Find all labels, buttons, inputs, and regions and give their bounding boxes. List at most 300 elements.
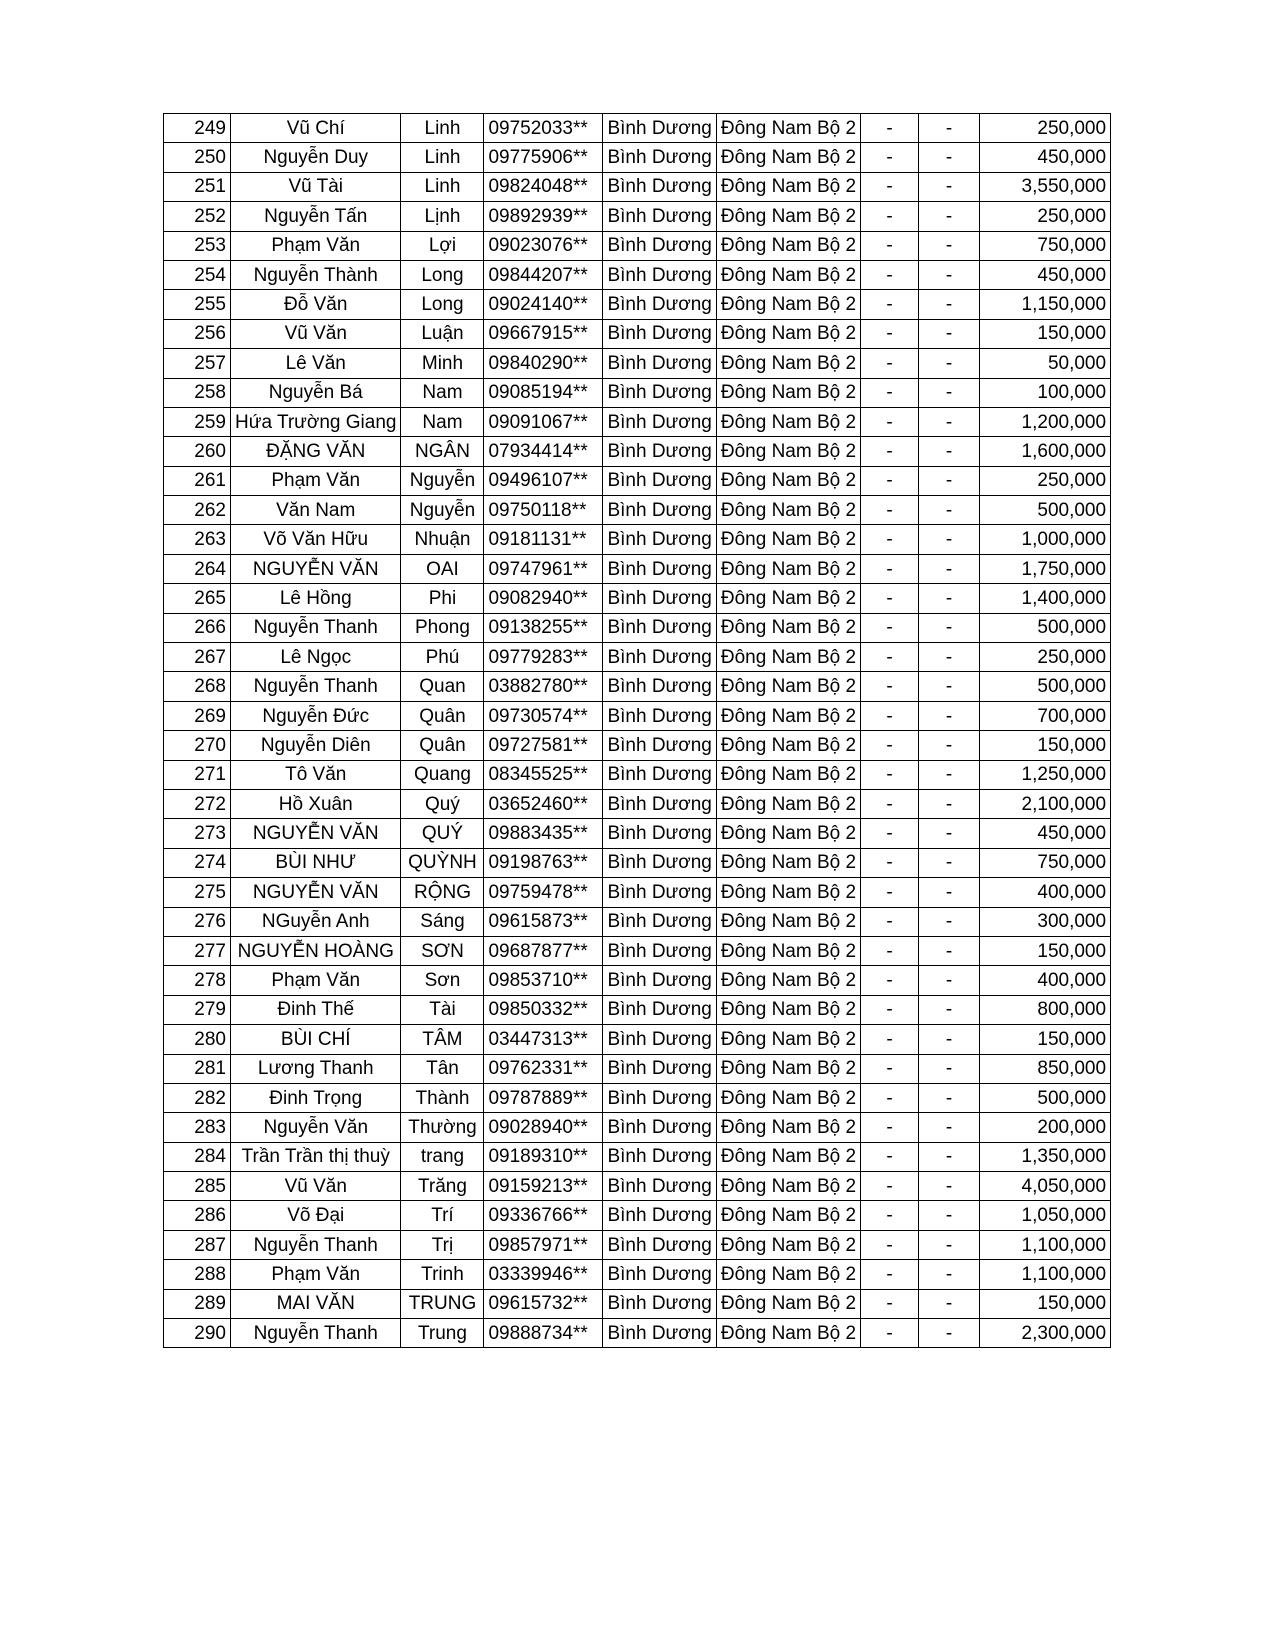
region-cell: Đông Nam Bộ 2 xyxy=(716,1260,860,1289)
blank-cell-a: - xyxy=(861,1201,919,1230)
given-name-cell: Phi xyxy=(401,584,484,613)
table-row xyxy=(164,231,1111,260)
amount-cell: 1,250,000 xyxy=(980,760,1111,789)
phone-cell: 09759478** xyxy=(484,878,603,907)
phone-cell: 09028940** xyxy=(484,1113,603,1142)
province-cell: Bình Dương xyxy=(603,349,716,378)
amount-cell: 1,750,000 xyxy=(980,554,1111,583)
blank-cell-a: - xyxy=(861,819,919,848)
surname-cell: Nguyễn Thanh xyxy=(231,672,401,701)
row-number: 268 xyxy=(164,672,231,701)
province-cell: Bình Dương xyxy=(603,672,716,701)
table-row xyxy=(164,907,1111,936)
blank-cell-a: - xyxy=(861,554,919,583)
given-name-cell: Trăng xyxy=(401,1172,484,1201)
surname-cell: Võ Đại xyxy=(231,1201,401,1230)
blank-cell-b: - xyxy=(919,437,980,466)
blank-cell-a: - xyxy=(861,672,919,701)
given-name-cell: Phú xyxy=(401,643,484,672)
region-cell: Đông Nam Bộ 2 xyxy=(716,760,860,789)
blank-cell-b: - xyxy=(919,672,980,701)
amount-cell: 1,150,000 xyxy=(980,290,1111,319)
surname-cell: Vũ Chí xyxy=(231,114,401,143)
province-cell: Bình Dương xyxy=(603,613,716,642)
surname-cell: Lê Ngọc xyxy=(231,643,401,672)
blank-cell-b: - xyxy=(919,966,980,995)
row-number: 264 xyxy=(164,554,231,583)
region-cell: Đông Nam Bộ 2 xyxy=(716,290,860,319)
blank-cell-b: - xyxy=(919,378,980,407)
phone-cell: 09883435** xyxy=(484,819,603,848)
blank-cell-b: - xyxy=(919,819,980,848)
region-cell: Đông Nam Bộ 2 xyxy=(716,437,860,466)
blank-cell-a: - xyxy=(861,1083,919,1112)
surname-cell: NGUYỄN VĂN xyxy=(231,554,401,583)
region-cell: Đông Nam Bộ 2 xyxy=(716,995,860,1024)
blank-cell-a: - xyxy=(861,466,919,495)
surname-cell: Nguyễn Thanh xyxy=(231,1230,401,1259)
row-number: 254 xyxy=(164,260,231,289)
given-name-cell: SƠN xyxy=(401,936,484,965)
phone-cell: 09198763** xyxy=(484,848,603,877)
given-name-cell: RỘNG xyxy=(401,878,484,907)
table-row xyxy=(164,1201,1111,1230)
blank-cell-a: - xyxy=(861,319,919,348)
table-row xyxy=(164,1230,1111,1259)
table-body xyxy=(164,114,1111,1348)
amount-cell: 450,000 xyxy=(980,819,1111,848)
surname-cell: Lê Hồng xyxy=(231,584,401,613)
surname-cell: NGUYỄN VĂN xyxy=(231,819,401,848)
row-number: 266 xyxy=(164,613,231,642)
row-number: 275 xyxy=(164,878,231,907)
blank-cell-b: - xyxy=(919,1142,980,1171)
amount-cell: 150,000 xyxy=(980,1289,1111,1318)
given-name-cell: Nhuận xyxy=(401,525,484,554)
blank-cell-a: - xyxy=(861,760,919,789)
table-row xyxy=(164,525,1111,554)
given-name-cell: Quan xyxy=(401,672,484,701)
surname-cell: Đinh Trọng xyxy=(231,1083,401,1112)
province-cell: Bình Dương xyxy=(603,114,716,143)
blank-cell-b: - xyxy=(919,731,980,760)
blank-cell-b: - xyxy=(919,114,980,143)
blank-cell-b: - xyxy=(919,231,980,260)
region-cell: Đông Nam Bộ 2 xyxy=(716,1230,860,1259)
blank-cell-b: - xyxy=(919,143,980,172)
region-cell: Đông Nam Bộ 2 xyxy=(716,907,860,936)
given-name-cell: Phong xyxy=(401,613,484,642)
amount-cell: 750,000 xyxy=(980,848,1111,877)
amount-cell: 450,000 xyxy=(980,260,1111,289)
amount-cell: 1,400,000 xyxy=(980,584,1111,613)
table-row xyxy=(164,731,1111,760)
surname-cell: Hứa Trường Giang xyxy=(231,407,401,436)
province-cell: Bình Dương xyxy=(603,172,716,201)
phone-cell: 09892939** xyxy=(484,202,603,231)
phone-cell: 09159213** xyxy=(484,1172,603,1201)
surname-cell: Văn Nam xyxy=(231,496,401,525)
blank-cell-b: - xyxy=(919,584,980,613)
table-row xyxy=(164,1025,1111,1054)
phone-cell: 09615732** xyxy=(484,1289,603,1318)
province-cell: Bình Dương xyxy=(603,760,716,789)
region-cell: Đông Nam Bộ 2 xyxy=(716,1289,860,1318)
donor-table xyxy=(163,113,1111,1348)
blank-cell-a: - xyxy=(861,584,919,613)
region-cell: Đông Nam Bộ 2 xyxy=(716,1025,860,1054)
province-cell: Bình Dương xyxy=(603,1201,716,1230)
region-cell: Đông Nam Bộ 2 xyxy=(716,1113,860,1142)
given-name-cell: Quân xyxy=(401,731,484,760)
table-row xyxy=(164,760,1111,789)
blank-cell-a: - xyxy=(861,260,919,289)
row-number: 270 xyxy=(164,731,231,760)
given-name-cell: Tân xyxy=(401,1054,484,1083)
row-number: 257 xyxy=(164,349,231,378)
province-cell: Bình Dương xyxy=(603,1083,716,1112)
province-cell: Bình Dương xyxy=(603,1319,716,1348)
region-cell: Đông Nam Bộ 2 xyxy=(716,1054,860,1083)
row-number: 290 xyxy=(164,1319,231,1348)
province-cell: Bình Dương xyxy=(603,907,716,936)
given-name-cell: Long xyxy=(401,260,484,289)
given-name-cell: Minh xyxy=(401,349,484,378)
blank-cell-a: - xyxy=(861,437,919,466)
table-row xyxy=(164,848,1111,877)
phone-cell: 09840290** xyxy=(484,349,603,378)
region-cell: Đông Nam Bộ 2 xyxy=(716,172,860,201)
surname-cell: Vũ Văn xyxy=(231,319,401,348)
blank-cell-b: - xyxy=(919,1230,980,1259)
phone-cell: 09082940** xyxy=(484,584,603,613)
surname-cell: Lương Thanh xyxy=(231,1054,401,1083)
given-name-cell: Linh xyxy=(401,143,484,172)
given-name-cell: Nguyễn xyxy=(401,466,484,495)
given-name-cell: Sáng xyxy=(401,907,484,936)
row-number: 250 xyxy=(164,143,231,172)
blank-cell-b: - xyxy=(919,554,980,583)
row-number: 259 xyxy=(164,407,231,436)
amount-cell: 300,000 xyxy=(980,907,1111,936)
table-row xyxy=(164,378,1111,407)
row-number: 255 xyxy=(164,290,231,319)
region-cell: Đông Nam Bộ 2 xyxy=(716,789,860,818)
blank-cell-b: - xyxy=(919,290,980,319)
table-row xyxy=(164,643,1111,672)
row-number: 271 xyxy=(164,760,231,789)
blank-cell-a: - xyxy=(861,1172,919,1201)
blank-cell-a: - xyxy=(861,172,919,201)
province-cell: Bình Dương xyxy=(603,643,716,672)
surname-cell: NGuyễn Anh xyxy=(231,907,401,936)
blank-cell-b: - xyxy=(919,1113,980,1142)
region-cell: Đông Nam Bộ 2 xyxy=(716,378,860,407)
phone-cell: 03339946** xyxy=(484,1260,603,1289)
surname-cell: Vũ Văn xyxy=(231,1172,401,1201)
row-number: 265 xyxy=(164,584,231,613)
table-row xyxy=(164,613,1111,642)
given-name-cell: Trung xyxy=(401,1319,484,1348)
amount-cell: 250,000 xyxy=(980,466,1111,495)
blank-cell-b: - xyxy=(919,848,980,877)
province-cell: Bình Dương xyxy=(603,936,716,965)
province-cell: Bình Dương xyxy=(603,1142,716,1171)
region-cell: Đông Nam Bộ 2 xyxy=(716,819,860,848)
province-cell: Bình Dương xyxy=(603,437,716,466)
blank-cell-a: - xyxy=(861,789,919,818)
table-row xyxy=(164,672,1111,701)
blank-cell-b: - xyxy=(919,907,980,936)
blank-cell-b: - xyxy=(919,466,980,495)
region-cell: Đông Nam Bộ 2 xyxy=(716,672,860,701)
table-row xyxy=(164,701,1111,730)
table-row xyxy=(164,496,1111,525)
amount-cell: 1,100,000 xyxy=(980,1260,1111,1289)
amount-cell: 150,000 xyxy=(980,1025,1111,1054)
region-cell: Đông Nam Bộ 2 xyxy=(716,202,860,231)
amount-cell: 500,000 xyxy=(980,613,1111,642)
amount-cell: 50,000 xyxy=(980,349,1111,378)
row-number: 253 xyxy=(164,231,231,260)
given-name-cell: Tài xyxy=(401,995,484,1024)
region-cell: Đông Nam Bộ 2 xyxy=(716,1319,860,1348)
row-number: 256 xyxy=(164,319,231,348)
amount-cell: 150,000 xyxy=(980,731,1111,760)
blank-cell-a: - xyxy=(861,1319,919,1348)
surname-cell: BÙI NHƯ xyxy=(231,848,401,877)
province-cell: Bình Dương xyxy=(603,966,716,995)
amount-cell: 1,100,000 xyxy=(980,1230,1111,1259)
row-number: 289 xyxy=(164,1289,231,1318)
table-row xyxy=(164,1083,1111,1112)
province-cell: Bình Dương xyxy=(603,319,716,348)
province-cell: Bình Dương xyxy=(603,496,716,525)
surname-cell: Nguyễn Thanh xyxy=(231,1319,401,1348)
province-cell: Bình Dương xyxy=(603,1260,716,1289)
amount-cell: 100,000 xyxy=(980,378,1111,407)
blank-cell-b: - xyxy=(919,613,980,642)
blank-cell-a: - xyxy=(861,848,919,877)
phone-cell: 09888734** xyxy=(484,1319,603,1348)
table-row xyxy=(164,143,1111,172)
surname-cell: Nguyễn Thanh xyxy=(231,613,401,642)
row-number: 282 xyxy=(164,1083,231,1112)
row-number: 278 xyxy=(164,966,231,995)
row-number: 251 xyxy=(164,172,231,201)
table-row xyxy=(164,202,1111,231)
given-name-cell: Lợi xyxy=(401,231,484,260)
given-name-cell: Quý xyxy=(401,789,484,818)
phone-cell: 09779283** xyxy=(484,643,603,672)
amount-cell: 400,000 xyxy=(980,878,1111,907)
blank-cell-a: - xyxy=(861,1113,919,1142)
region-cell: Đông Nam Bộ 2 xyxy=(716,260,860,289)
surname-cell: Nguyễn Diên xyxy=(231,731,401,760)
region-cell: Đông Nam Bộ 2 xyxy=(716,114,860,143)
amount-cell: 1,000,000 xyxy=(980,525,1111,554)
blank-cell-b: - xyxy=(919,1172,980,1201)
amount-cell: 1,600,000 xyxy=(980,437,1111,466)
given-name-cell: QUỲNH xyxy=(401,848,484,877)
given-name-cell: Long xyxy=(401,290,484,319)
province-cell: Bình Dương xyxy=(603,1113,716,1142)
blank-cell-b: - xyxy=(919,936,980,965)
surname-cell: Nguyễn Tấn xyxy=(231,202,401,231)
given-name-cell: NGÂN xyxy=(401,437,484,466)
given-name-cell: Trinh xyxy=(401,1260,484,1289)
row-number: 283 xyxy=(164,1113,231,1142)
table-row xyxy=(164,554,1111,583)
blank-cell-b: - xyxy=(919,319,980,348)
row-number: 286 xyxy=(164,1201,231,1230)
blank-cell-b: - xyxy=(919,1260,980,1289)
row-number: 288 xyxy=(164,1260,231,1289)
region-cell: Đông Nam Bộ 2 xyxy=(716,584,860,613)
table-row xyxy=(164,1054,1111,1083)
row-number: 258 xyxy=(164,378,231,407)
blank-cell-b: - xyxy=(919,878,980,907)
blank-cell-b: - xyxy=(919,172,980,201)
province-cell: Bình Dương xyxy=(603,290,716,319)
table-row xyxy=(164,407,1111,436)
table-row xyxy=(164,1289,1111,1318)
table-row xyxy=(164,936,1111,965)
amount-cell: 700,000 xyxy=(980,701,1111,730)
row-number: 261 xyxy=(164,466,231,495)
province-cell: Bình Dương xyxy=(603,878,716,907)
given-name-cell: trang xyxy=(401,1142,484,1171)
given-name-cell: TRUNG xyxy=(401,1289,484,1318)
row-number: 263 xyxy=(164,525,231,554)
amount-cell: 800,000 xyxy=(980,995,1111,1024)
surname-cell: ĐẶNG VĂN xyxy=(231,437,401,466)
blank-cell-a: - xyxy=(861,995,919,1024)
province-cell: Bình Dương xyxy=(603,466,716,495)
blank-cell-a: - xyxy=(861,936,919,965)
surname-cell: MAI VĂN xyxy=(231,1289,401,1318)
phone-cell: 09857971** xyxy=(484,1230,603,1259)
phone-cell: 09750118** xyxy=(484,496,603,525)
amount-cell: 250,000 xyxy=(980,114,1111,143)
row-number: 273 xyxy=(164,819,231,848)
region-cell: Đông Nam Bộ 2 xyxy=(716,143,860,172)
province-cell: Bình Dương xyxy=(603,584,716,613)
row-number: 285 xyxy=(164,1172,231,1201)
blank-cell-a: - xyxy=(861,1025,919,1054)
amount-cell: 150,000 xyxy=(980,319,1111,348)
table-row xyxy=(164,114,1111,143)
province-cell: Bình Dương xyxy=(603,1230,716,1259)
surname-cell: Đỗ Văn xyxy=(231,290,401,319)
phone-cell: 09775906** xyxy=(484,143,603,172)
table-row xyxy=(164,290,1111,319)
blank-cell-b: - xyxy=(919,407,980,436)
region-cell: Đông Nam Bộ 2 xyxy=(716,1201,860,1230)
blank-cell-b: - xyxy=(919,1025,980,1054)
amount-cell: 200,000 xyxy=(980,1113,1111,1142)
province-cell: Bình Dương xyxy=(603,1025,716,1054)
blank-cell-a: - xyxy=(861,114,919,143)
province-cell: Bình Dương xyxy=(603,819,716,848)
province-cell: Bình Dương xyxy=(603,731,716,760)
phone-cell: 09853710** xyxy=(484,966,603,995)
surname-cell: Phạm Văn xyxy=(231,966,401,995)
phone-cell: 09085194** xyxy=(484,378,603,407)
row-number: 276 xyxy=(164,907,231,936)
surname-cell: Nguyễn Văn xyxy=(231,1113,401,1142)
phone-cell: 09091067** xyxy=(484,407,603,436)
given-name-cell: Nam xyxy=(401,407,484,436)
blank-cell-a: - xyxy=(861,378,919,407)
blank-cell-a: - xyxy=(861,290,919,319)
blank-cell-a: - xyxy=(861,231,919,260)
phone-cell: 09024140** xyxy=(484,290,603,319)
amount-cell: 2,100,000 xyxy=(980,789,1111,818)
province-cell: Bình Dương xyxy=(603,407,716,436)
blank-cell-a: - xyxy=(861,907,919,936)
blank-cell-b: - xyxy=(919,643,980,672)
phone-cell: 03447313** xyxy=(484,1025,603,1054)
given-name-cell: Nam xyxy=(401,378,484,407)
blank-cell-b: - xyxy=(919,1201,980,1230)
amount-cell: 500,000 xyxy=(980,496,1111,525)
blank-cell-b: - xyxy=(919,1054,980,1083)
region-cell: Đông Nam Bộ 2 xyxy=(716,1172,860,1201)
row-number: 269 xyxy=(164,701,231,730)
province-cell: Bình Dương xyxy=(603,1172,716,1201)
blank-cell-a: - xyxy=(861,701,919,730)
table-row xyxy=(164,819,1111,848)
phone-cell: 09496107** xyxy=(484,466,603,495)
given-name-cell: Linh xyxy=(401,172,484,201)
blank-cell-a: - xyxy=(861,731,919,760)
surname-cell: Đinh Thế xyxy=(231,995,401,1024)
blank-cell-a: - xyxy=(861,496,919,525)
row-number: 249 xyxy=(164,114,231,143)
surname-cell: Lê Văn xyxy=(231,349,401,378)
row-number: 262 xyxy=(164,496,231,525)
region-cell: Đông Nam Bộ 2 xyxy=(716,1083,860,1112)
blank-cell-b: - xyxy=(919,525,980,554)
blank-cell-b: - xyxy=(919,349,980,378)
phone-cell: 09824048** xyxy=(484,172,603,201)
region-cell: Đông Nam Bộ 2 xyxy=(716,231,860,260)
row-number: 252 xyxy=(164,202,231,231)
region-cell: Đông Nam Bộ 2 xyxy=(716,643,860,672)
blank-cell-b: - xyxy=(919,1289,980,1318)
blank-cell-b: - xyxy=(919,496,980,525)
surname-cell: Phạm Văn xyxy=(231,231,401,260)
amount-cell: 450,000 xyxy=(980,143,1111,172)
blank-cell-a: - xyxy=(861,202,919,231)
region-cell: Đông Nam Bộ 2 xyxy=(716,878,860,907)
amount-cell: 750,000 xyxy=(980,231,1111,260)
amount-cell: 500,000 xyxy=(980,1083,1111,1112)
amount-cell: 1,350,000 xyxy=(980,1142,1111,1171)
phone-cell: 09615873** xyxy=(484,907,603,936)
blank-cell-a: - xyxy=(861,143,919,172)
region-cell: Đông Nam Bộ 2 xyxy=(716,701,860,730)
blank-cell-a: - xyxy=(861,1054,919,1083)
amount-cell: 500,000 xyxy=(980,672,1111,701)
province-cell: Bình Dương xyxy=(603,1054,716,1083)
table-row xyxy=(164,466,1111,495)
region-cell: Đông Nam Bộ 2 xyxy=(716,496,860,525)
blank-cell-a: - xyxy=(861,878,919,907)
table-row xyxy=(164,437,1111,466)
amount-cell: 1,200,000 xyxy=(980,407,1111,436)
